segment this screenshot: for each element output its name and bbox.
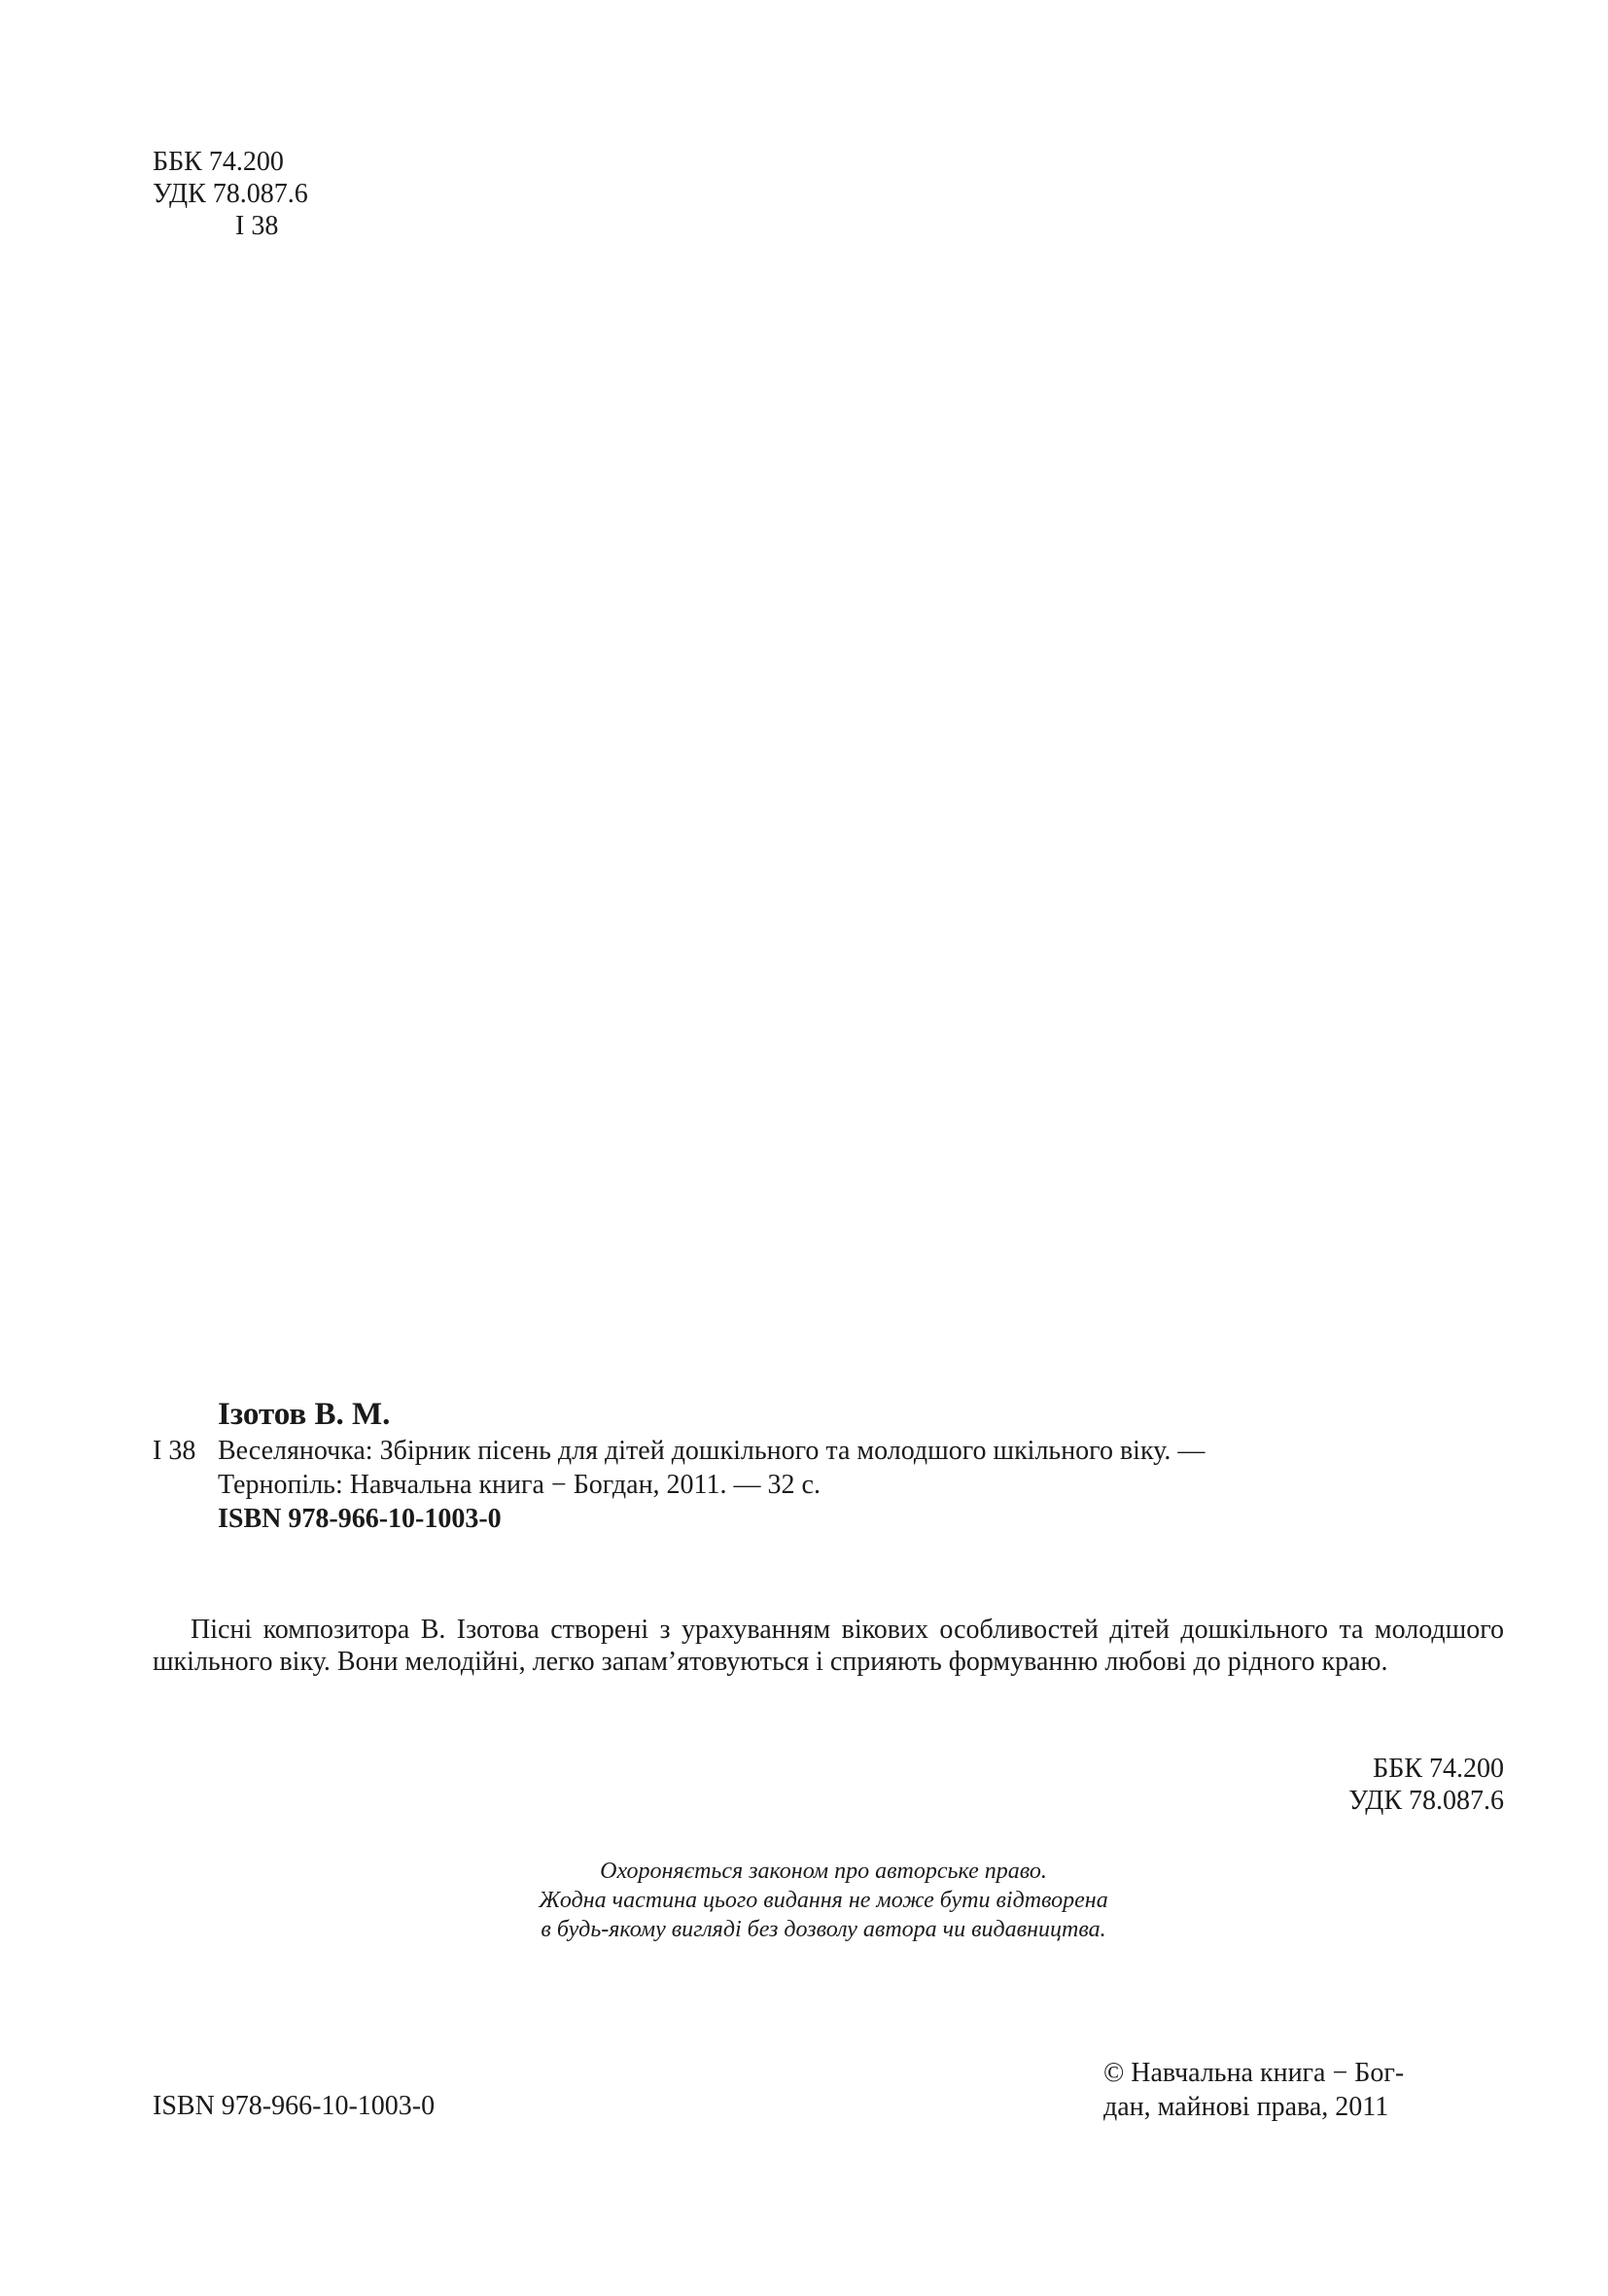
bbk-code: ББК 74.200 <box>153 147 284 177</box>
classification-codes-top <box>153 146 308 242</box>
copyright-protection-notice <box>0 1857 1608 1944</box>
notice-line-1: Охороняється законом про авторське право. <box>600 1859 1047 1884</box>
annotation-paragraph: Пісні композитора В. Ізотова створені з урахуванням вікових особливостей дітей дошкільного та молодшого шкільного віку. Вони мелодійні, легко запам’ятовуються і сприяють формуванню любові до рідного краю. <box>153 1615 1504 1677</box>
bibliographic-record <box>153 1395 1205 1536</box>
udk-code: УДК 78.087.6 <box>153 179 308 209</box>
author-mark: І 38 <box>235 211 279 241</box>
author-name: Ізотов В. М. <box>218 1397 391 1432</box>
bbk-code-right: ББК 74.200 <box>1373 1754 1504 1784</box>
title-line <box>153 1434 1205 1468</box>
copyright-line-2: дан, майнові права, 2011 <box>1103 2092 1389 2122</box>
notice-line-3: в будь-якому вигляді без дозволу автора чи видавництва. <box>541 1917 1106 1942</box>
publisher-line: Тернопіль: Навчальна книга − Богдан, 2011. — 32 с. <box>218 1470 821 1500</box>
classification-codes-right <box>1348 1753 1504 1817</box>
record-isbn: ISBN 978-966-10-1003-0 <box>218 1504 502 1534</box>
footer-isbn: ISBN 978-966-10-1003-0 <box>153 2091 436 2121</box>
udk-code-right: УДК 78.087.6 <box>1348 1786 1504 1816</box>
book-title: Веселяночка: Збірник пісень для дітей дошкільного та молодшого шкільного віку. — <box>218 1436 1206 1466</box>
copyright-line-1: © Навчальна книга − Бог- <box>1103 2058 1405 2088</box>
record-author-mark: І 38 <box>153 1436 196 1466</box>
notice-line-2: Жодна частина цього видання не може бути відтворена <box>539 1888 1108 1913</box>
copyright-owner <box>1103 2056 1404 2124</box>
